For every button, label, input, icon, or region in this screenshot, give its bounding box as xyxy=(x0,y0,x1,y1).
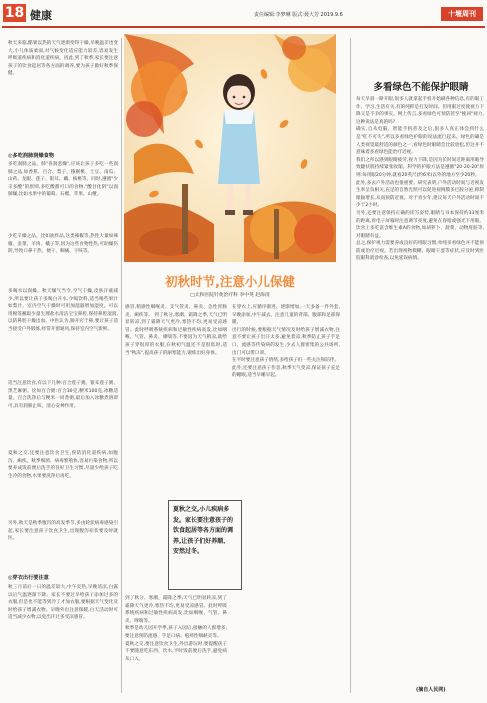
left-subheading-2: ◎穿衣出行要注意 xyxy=(8,575,49,581)
right-article-title: 多看绿色不能保护眼睛 xyxy=(373,82,469,93)
right-article-body: 每天早晨一睁开眼,很多人就拿起手机开始刷各种信息,有的眼工作、学习,生活有关,有的纯粹是打发时间。但用眼过度使视力下降又是不争的事实。网上传言,多看绿色可预防甚至"挽回"视力,这种说法是真的吗? 确实,自从电脑、智能手机普及之后,很多人真正体会到什么是"杠不可失",所以多看绿色护眼的说法流行起来。绿色的确是人类视觉最舒适的颜色之一,看绿色时眼睛会比较放松,但这并不意味着多看绿色能治疗近视。 我们之所以感到眼睛疲劳,视力下降,是因为长时间近距离用眼导致睫状肌持续紧张收缩。科学的护眼方法是遵循"20-20-20"原则:每用眼20分钟,就看20英尺(约6米)以外的地方至少20秒。 此外,多去户外活动也很重要。研究表明,户外活动时间与近视发生率呈负相关,充足的自然光照可以促进视网膜多巴胺分泌,抑制眼轴增长,从而预防近视。对于青少年,建议每天户外活动时间不少于2小时。 另外,还要注意保持正确的读写姿势,眼睛与书本保持约33厘米的距离,看电子屏幕时注意调节亮度,避免在昏暗或强光下用眼。饮食上多吃富含维生素A的食物,如胡萝卜、菠菜、动物肝脏等,对眼睛有益。 总之,保护视力需要养成良好的用眼习惯,单纯多看绿色并不能预防或治疗近视。若出现视物模糊、眼睛干涩等症状,应及时到医院眼科就诊检查,以免延误病情。 xyxy=(356,97,484,262)
middle-column-a: 感冒,稍感性咽喉炎、支气管炎、鼻炎、急性胃肠炎、痢疾等。 到了秋分,寒潮、霜降之季,天气已明显转凉,到了霜降天气更冷,寒热不均,更易受凉感冒。此时呼吸系统疾病和过敏性疾病高发,比如咽喉、气管、鼻炎、哮喘等,不要因为天气稍凉,就给孩子穿很厚的衣服,在秋初气温还不是很低时,适当"秋冻",提高孩子的耐寒能力,锻炼出好身体。 xyxy=(125,305,227,356)
left-paragraph-7: 另外,秋天是秋季腹泻的高发季节,多由轮状病毒感染引起,家长要注意孩子饮食卫生,出现腹泻症状要及时就医。 xyxy=(8,521,118,542)
page-number: 18 xyxy=(4,5,25,21)
column-divider-left xyxy=(121,38,122,693)
left-paragraph-8: 秋三月前后一日的温差较大,中午炎热,早晚清凉,白露以后气温逐渐下降。家长不要过早给孩子添加过多的衣服,但是也不能等到冷了才加衣服,要根据天气变化及时给孩子增减衣物。早晚外出注意保暖,白天活动时可适当减少衣物,以免出汗过多受凉感冒。 xyxy=(8,585,118,621)
middle-column-c: 到了秋分、寒潮、霜降之季,天气已明显转凉,到了霜降天气更冷,寒热不均,更易受凉感冒。此时呼吸系统疾病和过敏性疾病高发,比如咽喉、气管、鼻炎、哮喘等。 秋季是幼儿园开学季,孩子入园后,接触的人群增多,要注意预防流感、手足口病、疱疹性咽峡炎等。 夏秋之交,要注意饮食卫生,外出游玩时,要提醒孩子不要随意吃东西、饮水,平时饭前便后洗手,避免病从口入。 xyxy=(125,596,227,662)
editor-info: 责任编辑:李梦琳 版式:聂大芳 2019.9.6 xyxy=(254,12,343,18)
left-paragraph-1: 秋天来临,酷暑以热的天气逐渐变得干燥,早晚温差也变大,小儿体质柔弱,对气候变化适应能力较差,容易发生呼吸道疾病和消化道疾病。因此,到了秋季,家长要注意孩子的饮食起居等各方面的调养,要为孩子做好秋季保健。 xyxy=(8,41,118,77)
left-paragraph-2: 多吃润肺之品。肺"喜润恶燥",应该让孩子多吃一些润肺之品,如香蕉、百合、梨子、猕猴桃、土豆、南瓜、山药、龙眼、莲子、银耳、藕、核桃等。同时,遵循"少辛多酸"的原则,多吃酸甜可口的食物,"酸甘化阴"以润肺燥,比如水果中的葡萄、石榴、苹果、山楂。 xyxy=(8,162,118,198)
article-headline: 初秋时节,注意小儿保健 xyxy=(165,274,295,289)
middle-column-b: 在穿衣上,应循序渐进、逐渐增加,一天多备一件外套,早晚添加,中午减去。注意儿童的背部、腹部和足部保暖。 出行的时候,要根据天气情况及时给孩子增减衣物,注意不要让孩子出汗太多,避免着凉,秋季防止孩子手足口、流感等传染病的发生,少去人群密集的公共场所,出门可以带口罩。 在平时要注意孩子情绪,多给孩子们一些关注和陪伴。 此外,还要注意孩子作息,秋季天气变凉,保证孩子充足的睡眠,适当早睡早起。 xyxy=(232,305,340,379)
header-rule xyxy=(2,26,485,28)
newspaper-brand: 十堰周刊 xyxy=(441,7,483,21)
section-name: 健康 xyxy=(30,9,52,22)
right-article-source: (摘自人民网) xyxy=(416,687,446,693)
pull-quote: 夏秋之交,小儿疾病多发。家长要注意孩子的饮食起居等各方面的调养,让孩子们好养顺、安然过冬。 xyxy=(173,506,234,555)
left-subheading-1: ◎多吃润肺润燥食物 xyxy=(8,153,55,159)
page-header xyxy=(0,0,487,26)
left-paragraph-4: 多喝水以润燥。秋天燥气当令,空气干燥,皮肤汗液减少,所以要让孩子多喝白开水,少喝饮料,适当喝些果汁如梨汁。室内空气干燥时可用加湿器增加湿度。可以用棉签蘸取少量生理盐水清洁宝宝鼻腔,保持鼻腔湿润,以防鼻腔干燥出血。中医认为,肺开窍于鼻,要让孩子适当接受户外锻炼,经常开窗通风,保持室内空气新鲜。 xyxy=(8,289,118,332)
left-paragraph-6: 夏秋之交,还要注意饮食卫生,预防消化道疾病,如腹泻、痢疾。秋季细菌、病毒繁殖快,容易污染食物,所以要养成饭前便后洗手的良好卫生习惯,尽量少给孩子吃生冷的食物,水果要洗净后再吃。 xyxy=(8,451,118,479)
pull-quote-box xyxy=(168,500,242,590)
left-paragraph-3: 少吃辛燥之品。比如油炸品,这类辣椒等,热性大量如辣椒、韭菜、羊肉、橘子等,因为这些食物性热,可助燥伤阴,导致口鼻干热、便干、咽痛、干咳等。 xyxy=(8,234,118,255)
article-byline: □太和医院针灸治疗科 李中英 赵海清 xyxy=(190,293,270,298)
autumn-girl-illustration xyxy=(124,34,336,262)
column-divider-right xyxy=(350,38,351,693)
left-paragraph-5: 适当注意饮食,有以下几种:百合莲子粥、银耳莲子粥、黑芝麻粥。比如百合粥:百合30克,粳米100克,冰糖适量。百合洗净后与粳米一同煮粥,最后加入冰糖煮溶即可,具有润肺止咳、清心安神作用。 xyxy=(8,381,118,409)
